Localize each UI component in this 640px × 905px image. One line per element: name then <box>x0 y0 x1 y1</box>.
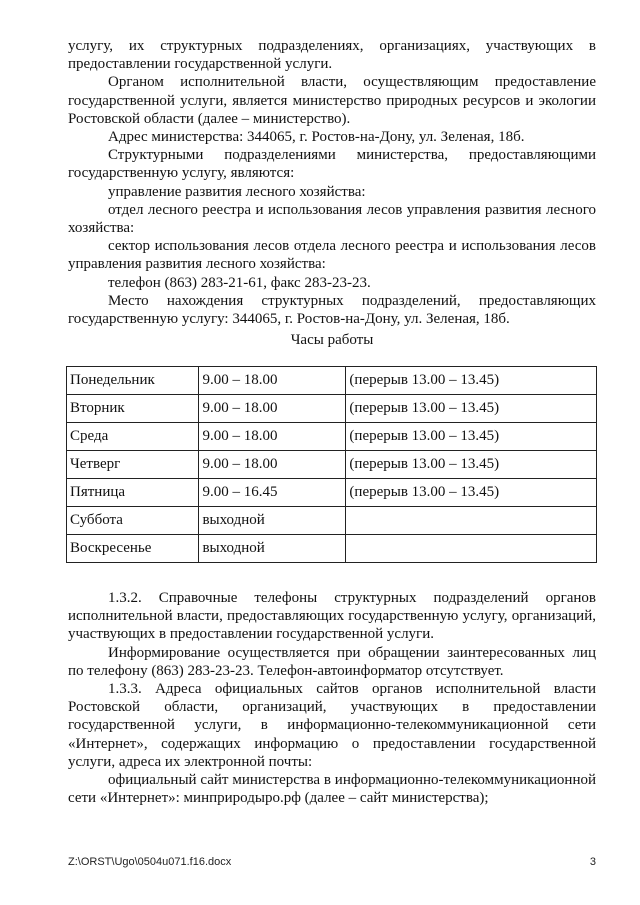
day-cell: Воскресенье <box>67 535 199 563</box>
paragraph: управление развития лесного хозяйства: <box>108 183 366 200</box>
hours-cell: 9.00 – 16.45 <box>199 479 346 507</box>
table-row <box>67 395 597 423</box>
break-cell <box>346 535 597 563</box>
paragraph: Структурными подразделениями министерства, предоставляющими государственную услугу, являются: <box>68 147 596 182</box>
paragraph: Органом исполнительной власти, осуществляющим предоставление государственной услуги, является министерство природных ресурсов и экологии Ростовской области (далее – министерство). <box>68 74 596 127</box>
footer-file-path: Z:\ORST\Ugo\0504u071.f16.docx <box>68 856 232 868</box>
body-text-top <box>68 37 596 328</box>
table-row <box>67 451 597 479</box>
table-row <box>67 479 597 507</box>
break-cell: (перерыв 13.00 – 13.45) <box>346 395 597 423</box>
hours-cell: 9.00 – 18.00 <box>199 367 346 395</box>
day-cell: Среда <box>67 423 199 451</box>
day-cell: Понедельник <box>67 367 199 395</box>
paragraph: Адрес министерства: 344065, г. Ростов-на-Дону, ул. Зеленая, 18б. <box>108 129 525 146</box>
hours-cell: 9.00 – 18.00 <box>199 423 346 451</box>
table-row <box>67 367 597 395</box>
paragraph: официальный сайт министерства в информационно-телекоммуникационной сети «Интернет»: минприродыро.рф (далее – сайт министерства); <box>68 772 596 807</box>
paragraph: Информирование осуществляется при обращении заинтересованных лиц по телефону (863) 283-23-23. Телефон-автоинформатор отсутствует. <box>68 644 596 679</box>
table-row <box>67 423 597 451</box>
day-cell: Четверг <box>67 451 199 479</box>
paragraph: отдел лесного реестра и использования лесов управления развития лесного хозяйства: <box>68 201 596 237</box>
break-cell: (перерыв 13.00 – 13.45) <box>346 423 597 451</box>
table-row <box>67 535 597 563</box>
day-cell: Пятница <box>67 479 199 507</box>
table-row <box>67 507 597 535</box>
day-cell: Вторник <box>67 395 199 423</box>
hours-cell: 9.00 – 18.00 <box>199 395 346 423</box>
paragraph: сектор использования лесов отдела лесного реестра и использования лесов управления развития лесного хозяйства: <box>68 238 596 273</box>
paragraph: 1.3.2. Справочные телефоны структурных подразделений органов исполнительной власти, предоставляющих государственную услугу, организаций, участвующих в предоставлении государственной услуги. <box>68 590 596 643</box>
working-hours-table <box>66 366 597 563</box>
hours-cell: выходной <box>199 535 346 563</box>
hours-cell: выходной <box>199 507 346 535</box>
page-number: 3 <box>589 856 596 868</box>
break-cell: (перерыв 13.00 – 13.45) <box>346 367 597 395</box>
break-cell: (перерыв 13.00 – 13.45) <box>346 479 597 507</box>
break-cell <box>346 507 597 535</box>
paragraph: Место нахождения структурных подразделений, предоставляющих государственную услугу: 344065, г. Ростов-на-Дону, ул. Зеленая, 18б. <box>68 292 596 328</box>
paragraph: 1.3.3. Адреса официальных сайтов органов исполнительной власти Ростовской области, организаций, участвующих в предоставлении государственной услуги, в информационно-телекоммуникационной сети «Интернет», содержащих информацию о предоставлении государственной услуги, адреса их электронной почты: <box>68 681 596 770</box>
body-text-bottom <box>68 589 596 807</box>
table-caption: Часы работы <box>290 332 374 348</box>
paragraph: услугу, их структурных подразделениях, организациях, участвующих в предоставлении государственной услуги. <box>68 38 596 73</box>
break-cell: (перерыв 13.00 – 13.45) <box>346 451 597 479</box>
paragraph: телефон (863) 283-21-61, факс 283-23-23. <box>108 274 371 291</box>
hours-cell: 9.00 – 18.00 <box>199 451 346 479</box>
day-cell: Суббота <box>67 507 199 535</box>
